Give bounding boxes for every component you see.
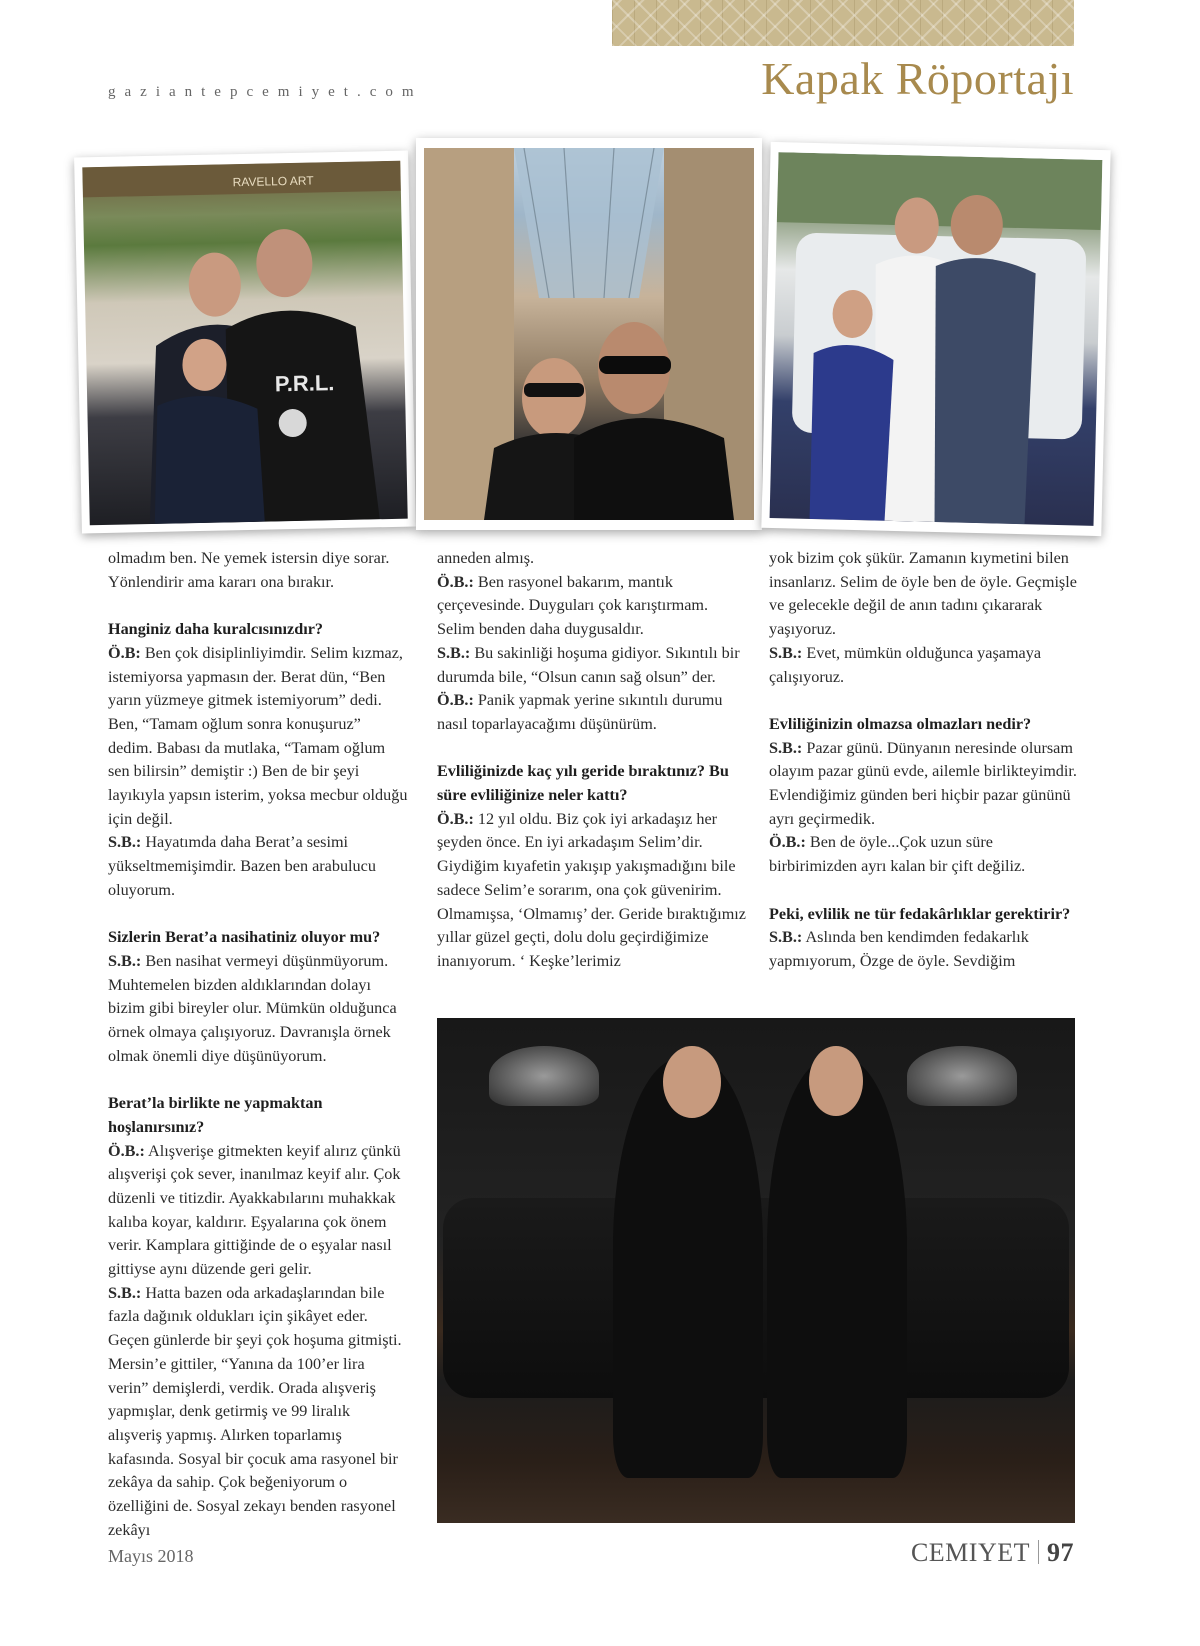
speaker-initials: Ö.B.:: [437, 809, 474, 828]
man-head: [663, 1046, 721, 1118]
speaker-initials: Ö.B.:: [437, 572, 474, 591]
paragraph-gap: [437, 737, 747, 761]
interview-answer: [769, 737, 1079, 832]
body-text: olmadım ben. Ne yemek istersin diye sorar. Yönlendirir ama kararı ona bırakır.: [108, 549, 390, 591]
speaker-initials: Ö.B.:: [108, 1141, 145, 1160]
speaker-initials: S.B.:: [108, 833, 142, 852]
interview-answer: [108, 950, 408, 1069]
photo-image-gallery: [424, 148, 754, 520]
shirt-text: P.R.L.: [274, 370, 335, 397]
paragraph-gap: [108, 903, 408, 927]
magazine-brand: CEMIYET: [910, 1538, 1030, 1567]
site-url: gaziantepcemiyet.com: [108, 84, 423, 100]
photo-couple-sofa: [437, 1018, 1075, 1523]
article-column-1: [108, 547, 408, 1542]
speaker-initials: Ö.B.:: [437, 691, 474, 710]
interview-answer: [437, 642, 747, 689]
interview-answer: [769, 642, 1079, 689]
decorative-pattern-bar: [612, 0, 1074, 46]
answer-text: Ben çok disiplinliyimdir. Selim kızmaz, istemiyorsa yapmasın der. Berat dün, “Ben yarın yüzmeye gitmek istemiyorum” dedi. Ben, “Tamam oğlum sonra konuşuruz” dedim. Babası da mutlaka, “Tamam oğlum sen bilirsin” demiştir :) Ben de bir şeyi layıkıyla yapsın isterim, yoksa mecbur olduğu için değil.: [108, 643, 408, 828]
woman-head: [809, 1046, 863, 1116]
footer-separator: [1038, 1540, 1039, 1564]
photo-couple-gallery: [416, 138, 762, 530]
photo-image-restaurant: [82, 161, 407, 526]
body-text: yok bizim çok şükür. Zamanın kıymetini bilen insanlarız. Selim de öyle ben de öyle. Geçmişle ve gelecekle değil de anın tadını çıkararak yaşıyoruz.: [769, 549, 1077, 639]
interview-answer: [437, 808, 747, 974]
interview-question: Hanginiz daha kuralcısınızdır?: [108, 620, 323, 639]
lamp-left: [489, 1046, 599, 1106]
answer-text: Bu sakinliği hoşuma gidiyor. Sıkıntılı bir durumda bile, “Olsun canın sağ olsun” der.: [437, 643, 740, 686]
paragraph-gap: [108, 594, 408, 618]
gallery-scene-illustration: [424, 148, 754, 520]
answer-text: Pazar günü. Dünyanın neresinde olursam olayım pazar günü evde, ailemle birlikteyimdir. Evlendiğimiz günden beri hiçbir pazar gününü ayrı geçirmedik.: [769, 738, 1077, 828]
paragraph-gap: [108, 1068, 408, 1092]
interview-answer: [108, 1282, 408, 1543]
photo-family-restaurant: [74, 151, 416, 534]
answer-text: Ben rasyonel bakarım, mantık çerçevesinde. Duyguları çok karıştırmam. Selim benden daha duygusaldır.: [437, 572, 709, 639]
speaker-initials: S.B.:: [437, 643, 471, 662]
answer-text: Hatta bazen oda arkadaşlarından bile fazla dağınık oldukları için şikâyet eder. Geçen günlerde bir şeyi çok hoşuma gitmişti. Mersin’e gittiler, “Yanına da 100’er lira verin” demişlerdi, verdik. Orada alışveriş yapmışlar, denk getirmiş ve 99 liralık alışveriş yapmış. Alırken toparlamış kafasında. Sosyal bir çocuk ama rasyonel bir zekâya da sahip. Çok beğeniyorum o özelliğini de. Sosyal zekayı benden rasyonel zekâyı: [108, 1283, 402, 1539]
interview-question: Berat’la birlikte ne yapmaktan hoşlanırsınız?: [108, 1094, 323, 1136]
speaker-initials: S.B.:: [769, 738, 803, 757]
answer-text: Ben de öyle...Çok uzun süre birbirimizden ayrı kalan bir çift değiliz.: [769, 833, 1026, 876]
speaker-initials: S.B.:: [769, 928, 803, 947]
speaker-initials: Ö.B.:: [769, 833, 806, 852]
interview-answer: [769, 926, 1079, 973]
issue-date: Mayıs 2018: [108, 1546, 194, 1566]
interview-question: Evliliğinizin olmazsa olmazları nedir?: [769, 714, 1032, 733]
answer-text: Evet, mümkün olduğunca yaşamaya çalışıyoruz.: [769, 643, 1041, 686]
answer-text: Alışverişe gitmekten keyif alırız çünkü alışverişi çok sever, inanılmaz keyif alır. Çok düzenli ve titizdir. Ayakkabılarını muhakkak kalıba koyar, kaldırır. Eşyalarına çok önem verir. Kamplara gittiğinde de o eşyalar nasıl gittiyse aynı düzende geri gelir.: [108, 1141, 401, 1279]
body-text: anneden almış.: [437, 549, 535, 567]
interview-answer: [108, 1140, 408, 1282]
restaurant-sign-text: RAVELLO ART: [232, 173, 314, 190]
answer-text: 12 yıl oldu. Biz çok iyi arkadaşız her şeyden önce. En iyi arkadaşım Selim’dir. Giydiğim kıyafetin yakışıp yakışmadığını bile sadece Selim’e sorarım, ona çok güvenirim. Olmamışsa, ‘Olmamış’ der. Geride bıraktığımız yıllar güzel geçti, dolu dolu geçirdiğimize inanıyorum. ‘ Keşke’lerimiz: [437, 809, 746, 970]
answer-text: Ben nasihat vermeyi düşünmüyorum. Muhtemelen bizden aldıklarından dolayı bizim gibi bireyler olur. Mümkün olduğunca örnek olmaya çalışıyoruz. Davranışla örnek olmak önemli diye düşünüyorum.: [108, 951, 397, 1065]
interview-question: Evliliğinizde kaç yılı geride bıraktınız? Bu süre evliliğinize neler kattı?: [437, 762, 729, 805]
paragraph-gap: [769, 879, 1079, 903]
article-column-2: [437, 547, 747, 974]
article-column-3: [769, 547, 1079, 974]
footer-brand: [911, 1538, 1074, 1568]
paragraph-gap: [769, 689, 1079, 713]
section-title: Kapak Röportajı: [761, 53, 1074, 104]
photo-image-car: [770, 152, 1103, 526]
interview-answer: [769, 831, 1079, 878]
interview-answer: [108, 642, 408, 832]
speaker-initials: S.B.:: [769, 643, 803, 662]
interview-answer: [108, 831, 408, 902]
interview-question: Peki, evlilik ne tür fedakârlıklar gerektirir?: [769, 904, 1071, 923]
interview-question: Sizlerin Berat’a nasihatiniz oluyor mu?: [108, 928, 381, 947]
speaker-initials: S.B.:: [108, 1283, 142, 1302]
speaker-initials: Ö.B:: [108, 643, 141, 662]
restaurant-scene-illustration: [82, 161, 407, 526]
answer-text: Panik yapmak yerine sıkıntılı durumu nasıl toparlayacağımı düşünürüm.: [437, 691, 723, 733]
interview-answer: [437, 689, 747, 736]
interview-answer: [437, 571, 747, 642]
lamp-right: [907, 1046, 1017, 1106]
photo-family-car: [761, 142, 1110, 536]
answer-text: Hayatımda daha Berat’a sesimi yükseltmemişimdir. Bazen ben arabulucu oluyorum.: [108, 833, 376, 899]
man-in-black-suit: [613, 1058, 763, 1478]
woman-in-black-dress: [767, 1058, 907, 1478]
car-scene-illustration: [770, 152, 1103, 526]
page-number: 97: [1047, 1538, 1074, 1567]
answer-text: Aslında ben kendimden fedakarlık yapmıyorum, Özge de öyle. Sevdiğim: [769, 928, 1029, 970]
speaker-initials: S.B.:: [108, 951, 142, 970]
